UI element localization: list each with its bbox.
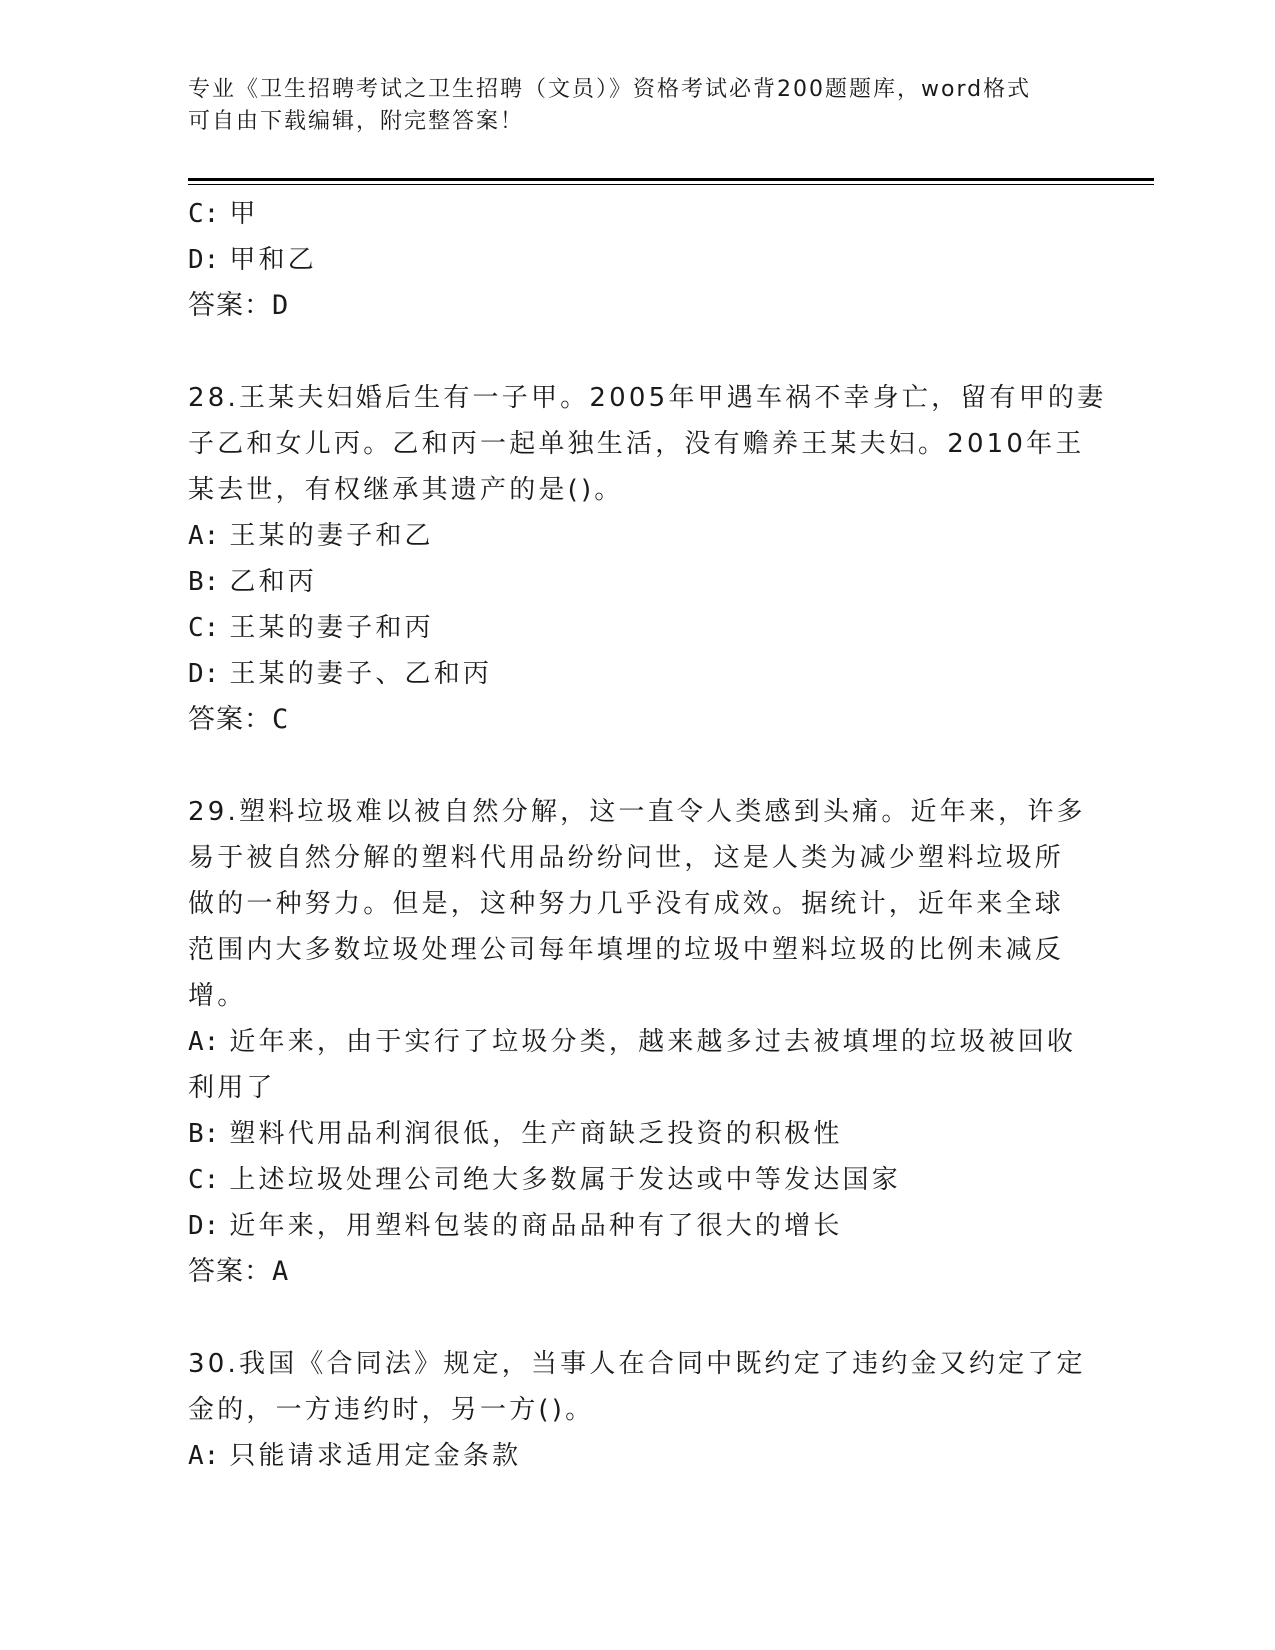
question-stem-line: 金的，一方违约时，另一方()。 — [188, 1395, 595, 1425]
option-d — [188, 651, 1088, 697]
answer-label: 答案： — [188, 704, 272, 735]
answer-line — [188, 1249, 1088, 1295]
question-stem-line: 易于被自然分解的塑料代用品纷纷问世，这是人类为减少塑料垃圾所 — [188, 843, 1065, 873]
question-stem-line: 子乙和女儿丙。乙和丙一起单独生活，没有赡养王某夫妇。2010年王 — [188, 429, 1085, 459]
option-b — [188, 1111, 1088, 1157]
answer-value: A — [272, 1256, 290, 1287]
question-29 — [188, 789, 1088, 1295]
option-label: C: — [188, 1165, 220, 1195]
option-label: B: — [188, 1119, 220, 1149]
question-stem-line: 29.塑料垃圾难以被自然分解，这一直令人类感到头痛。近年来，许多 — [188, 797, 1086, 827]
option-text: 只能请求适用定金条款 — [229, 1441, 522, 1471]
option-c — [188, 1157, 1088, 1203]
answer-line — [188, 697, 1088, 743]
answer-value: C — [272, 704, 290, 735]
header-divider-thin — [188, 184, 1154, 185]
question-spacer — [188, 329, 1088, 375]
answer-value: D — [272, 290, 290, 321]
question-30 — [188, 1341, 1088, 1479]
option-label: B: — [188, 567, 220, 597]
option-label: A: — [188, 1441, 220, 1471]
question-stem-line: 28.王某夫妇婚后生有一子甲。2005年甲遇车祸不幸身亡，留有甲的妻 — [188, 383, 1107, 413]
option-label: C: — [188, 199, 220, 229]
option-text: 乙和丙 — [229, 567, 317, 597]
question-28 — [188, 375, 1107, 743]
question-stem-line: 增。 — [188, 981, 247, 1011]
answer-label: 答案： — [188, 290, 272, 321]
header-title-line-2: 可自由下载编辑，附完整答案！ — [188, 109, 525, 134]
option-text: 甲 — [229, 199, 259, 229]
option-text: 上述垃圾处理公司绝大多数属于发达或中等发达国家 — [229, 1165, 901, 1195]
question-list — [188, 191, 1107, 1479]
option-label: D: — [188, 659, 220, 689]
option-a — [188, 513, 1088, 559]
question-spacer — [188, 1295, 1088, 1341]
question-spacer — [188, 743, 1088, 789]
question-stem-line: 范围内大多数垃圾处理公司每年填埋的垃圾中塑料垃圾的比例未减反 — [188, 935, 1065, 965]
option-text: 甲和乙 — [229, 245, 317, 275]
option-d — [188, 237, 1088, 283]
option-a-continuation: 利用了 — [188, 1073, 276, 1103]
question-stem-line: 某去世，有权继承其遗产的是()。 — [188, 475, 624, 505]
option-c — [188, 605, 1088, 651]
document-header — [188, 74, 1068, 138]
option-text: 王某的妻子和丙 — [229, 613, 434, 643]
option-label: D: — [188, 1211, 220, 1241]
option-label: C: — [188, 613, 220, 643]
question-stem-line: 做的一种努力。但是，这种努力几乎没有成效。据统计，近年来全球 — [188, 889, 1065, 919]
option-label: D: — [188, 245, 220, 275]
option-label: A: — [188, 521, 220, 551]
option-text: 近年来，用塑料包装的商品品种有了很大的增长 — [229, 1211, 843, 1241]
option-text: 王某的妻子和乙 — [229, 521, 434, 551]
option-text: 王某的妻子、乙和丙 — [229, 659, 493, 689]
question-27-tail — [188, 191, 1088, 329]
header-divider-thick — [188, 178, 1154, 181]
option-c — [188, 191, 1088, 237]
option-text: 近年来，由于实行了垃圾分类，越来越多过去被填埋的垃圾被回收 — [229, 1027, 1077, 1057]
option-b — [188, 559, 1088, 605]
option-d — [188, 1203, 1088, 1249]
option-a — [188, 1433, 1088, 1479]
answer-label: 答案： — [188, 1256, 272, 1287]
option-text: 塑料代用品利润很低，生产商缺乏投资的积极性 — [229, 1119, 843, 1149]
option-label: A: — [188, 1027, 220, 1057]
header-title-line-1: 专业《卫生招聘考试之卫生招聘（文员）》资格考试必背200题题库，word格式 — [188, 77, 1032, 102]
answer-line — [188, 283, 1088, 329]
option-a — [188, 1019, 1088, 1065]
question-stem-line: 30.我国《合同法》规定，当事人在合同中既约定了违约金又约定了定 — [188, 1349, 1086, 1379]
